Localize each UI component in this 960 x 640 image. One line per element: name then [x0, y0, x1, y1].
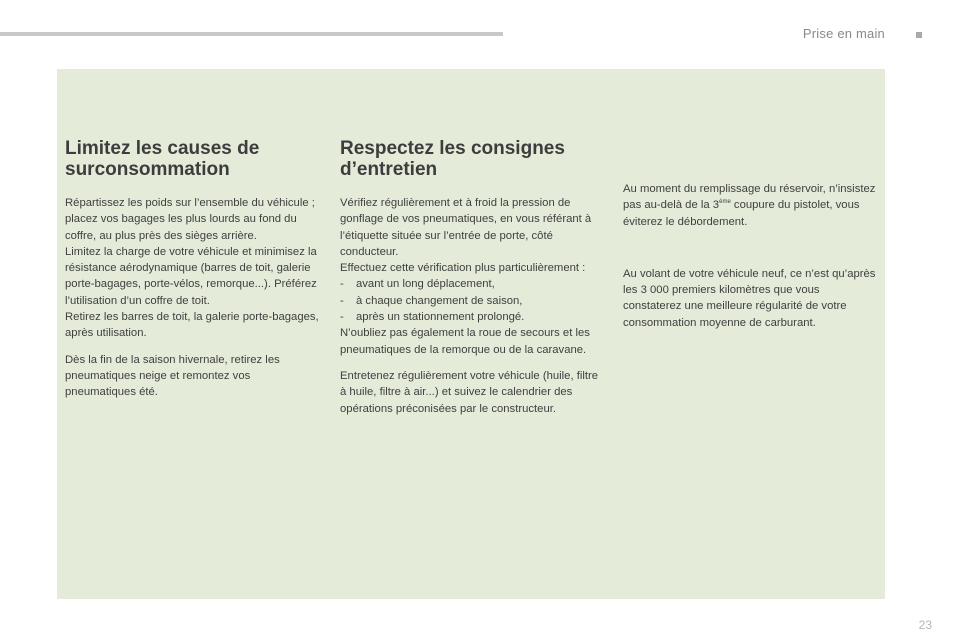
list-item: - à chaque changement de saison, — [340, 294, 523, 307]
column-fuel-consumption — [65, 138, 320, 401]
paragraph: Retirez les barres de toit, la galerie porte-bagages, après utilisation. — [65, 311, 319, 340]
heading-surconsommation: Limitez les causes de surconsommation — [65, 138, 260, 180]
paragraph: N’oubliez pas également la roue de secours et les pneumatiques de la remorque ou de la caravane. — [340, 327, 590, 356]
paragraph: Entretenez régulièrement votre véhicule (huile, filtre à huile, filtre à air...) et suivez le calendrier des opérations préconisées par le constructeur. — [340, 369, 599, 415]
heading-entretien: Respectez les consignes d’entretien — [340, 138, 565, 180]
paragraph-new-vehicle: Au volant de votre véhicule neuf, ce n’est qu’après les 3 000 premiers kilomètres que vous constaterez une meilleure régularité de votre consommation moyenne de carburant. — [623, 267, 876, 329]
header-rule — [0, 32, 503, 36]
paragraph: Dès la fin de la saison hivernale, retirez les pneumatiques neige et remontez vos pneumatiques été. — [65, 353, 280, 399]
paragraph: Vérifiez régulièrement et à froid la pression de gonflage de vos pneumatiques, en vous référant à l’étiquette située sur l’entrée de porte, côté conducteur. — [340, 197, 592, 258]
paragraph: Effectuez cette vérification plus particulièrement : — [340, 262, 586, 275]
paragraph-refuel: Au moment du remplissage du réservoir, n’insistez pas au-delà de la 3ème coupure du pistolet, vous éviterez le débordement. — [623, 183, 876, 228]
section-title: Prise en main — [802, 26, 885, 41]
paragraph: Limitez la charge de votre véhicule et minimisez la résistance aérodynamique (barres de toit, galerie porte-bagages, porte-vélos, remorque...). Préférez l’utilisation d’un coffre de toit. — [65, 245, 317, 307]
page-number: 23 — [918, 618, 932, 632]
column-maintenance — [340, 138, 605, 417]
section-marker — [916, 32, 922, 38]
paragraph: Répartissez les poids sur l’ensemble du véhicule ; placez vos bagages les plus lourds au fond du coffre, au plus près des sièges arrière. — [65, 197, 315, 242]
list-item: - après un stationnement prolongé. — [340, 311, 525, 324]
list-item: - avant un long déplacement, — [340, 278, 495, 291]
column-refuel-tips — [623, 181, 878, 331]
